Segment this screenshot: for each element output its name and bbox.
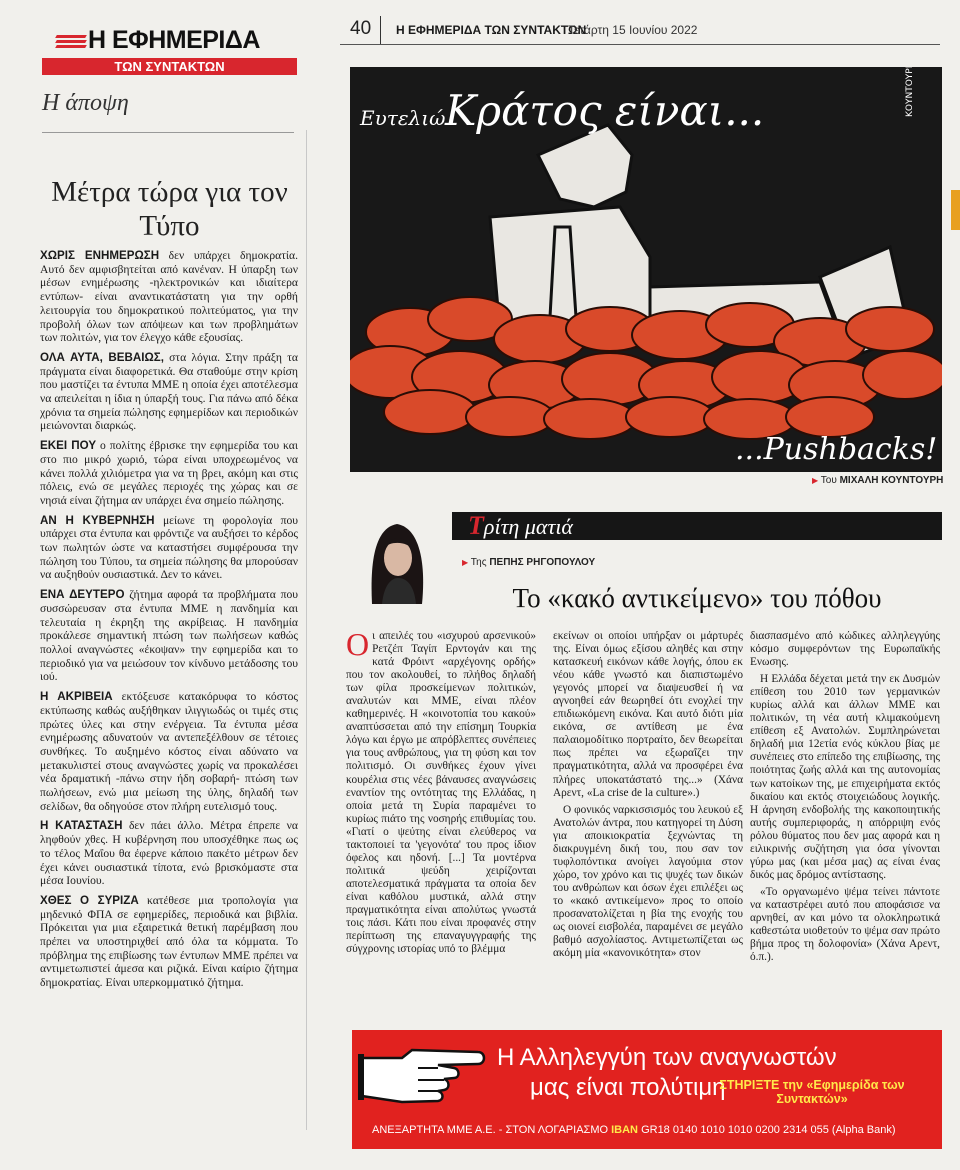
opinion-title: Μέτρα τώρα για τον Τύπο: [51, 176, 288, 242]
article-title: Το «κακό αντικείμενο» του πόθου: [512, 583, 882, 613]
cartoon-illustration: [350, 67, 942, 472]
iban-label: IBAN: [611, 1124, 638, 1136]
credit-prefix: Του: [820, 475, 837, 486]
article-column-1: [346, 626, 536, 960]
ad-headline-2: μας είναι πολύτιμη: [530, 1074, 726, 1101]
cartoon-caption-small: Ευτελιώ: [360, 106, 446, 130]
opinion-paragraph: [40, 894, 298, 990]
article-paragraph: Ο φονικός ναρκισσισμός του λευκού εξ Ανατολών άντρα, που κατηγορεί τη Δύση για αποικιοκρατία ξεχνώντας τη διακρυγμένη δική του, που σαν τον τυφλοπόντικα ανοίγει λαγούμια στον χώρο, τον χρόνο και τις ψυχές των δικών του ανθρώπων και όσων έχει επιλέξει ως το «κακό αντικείμενο» προς το οποίο προσανατολίζεται η βία της ενοχής του ως οιονεί εισβολέα, παραμένει σε μεγάλο βαθμό ασχολίαστος. Αντιμετωπίζεται ως ακόμη μία «κανονικότητα» στον: [553, 803, 743, 960]
bank-name: (Alpha Bank): [831, 1124, 896, 1136]
section-label: Η άποψη: [42, 90, 129, 116]
account-prefix: ΑΝΕΞΑΡΤΗΤΑ ΜΜΕ Α.Ε. - ΣΤΟΝ ΛΟΓΑΡΙΑΣΜΟ: [372, 1124, 609, 1136]
ad-call-to-action[interactable]: ΣΤΗΡΙΞΤΕ την «Εφημερίδα των Συντακτών»: [719, 1078, 905, 1106]
paragraph-lead: ΟΛΑ ΑΥΤΑ, ΒΕΒΑΙΩΣ,: [40, 350, 164, 364]
opinion-paragraph: [40, 439, 298, 508]
paragraph-lead: ΑΝ Η ΚΥΒΕΡΝΗΣΗ: [40, 513, 155, 527]
article-column-3: [750, 630, 940, 968]
divider: [380, 16, 381, 44]
paragraph-lead: ΧΘΕΣ Ο ΣΥΡΙΖΑ: [40, 893, 139, 907]
ad-headline: Η Αλληλεγγύη των αναγνωστών: [497, 1044, 837, 1071]
opinion-paragraph: [40, 351, 298, 433]
paragraph-text: κατέθεσε μια τροπολογία για μηδενικό ΦΠΑ σε εφημερίδες, περιοδικά και βιβλία. Πρόκειται για μια εξαιρετικά θετική παρέμβαση που πρέπει να υποστηριχθεί από όλα τα κόμματα. Το πρόβλημα της επιβίωσης των έντυπων ΜΜΕ πρέπει να αντιμετωπιστεί άμεσα και ριζικά. Είναι καίριο ζήτημα δημοκρατίας. Είναι υπερκομματικό ζήτημα.: [40, 893, 298, 990]
column-name-rest: ρίτη ματιά: [483, 514, 573, 539]
cartoon-caption-bottom: ...Pushbacks!: [735, 432, 938, 467]
logo-stripes: [56, 35, 86, 49]
header-paper-name: Η ΕΦΗΜΕΡΙΔΑ ΤΩΝ ΣΥΝΤΑΚΤΩΝ: [396, 23, 587, 37]
article-paragraph: Η Ελλάδα δέχεται μετά την εκ Δυσμών επίθεση του 2010 των γερμανικών κυρίως αλλά και άλλων ΜΜΕ και πολιτικών, τη νέα αυτή κλιμακούμενη επίθεση εξ Ανατολών. Συμπληρώνεται δηλαδή μια 12ετία ενός κύκλου βίας με συνέπειες στο επίπεδο της επιβίωσης, της ποιότητας ζωής αλλά και της αυτονομίας των κατοίκων της, με επιχειρήματα εκτός δικαίου και εκτός στοιχειώδους λογικής. Η άρνηση ενδοβολής της κακοποιητικής αυτής συμπεριφοράς, η απόρριψη ενός ρόλου θύματος που δεν μας αφορά και η ειλικρινής συζήτηση για όσα γίνονται γύρω μας (και μέσα μας) ας είναι ένας δικός μας δρόμος αντίστασης.: [750, 673, 940, 881]
triangle-icon: ▶: [462, 558, 469, 567]
drop-cap: Ο: [346, 626, 370, 662]
paragraph-text: εκτόξευσε κατακόρυφα το κόστος εκτύπωσης καθώς αυξήθηκαν ιλιγγιωδώς οι τιμές στις πρώτες ύλες και στην ενέργεια. Τα έντυπα μέσα ενημέρωσης αδυνατούν να αντεπεξέλθουν σε τέτοιες συνθήκες. Το αυξημένο κόστος είναι αδύνατο να μετακυλιστεί στους αναγνώστες χωρίς να προκαλέσει νέα δραματική -πάνω στην ήδη σοβαρή- πτώση των πωλήσεων, ενώ μια μείωση της ύλης, δηλαδή των σελίδων, θα οδηγούσε στον πλήρη ευτελισμό τους.: [40, 690, 298, 813]
article-paragraph: «Το οργανωμένο ψέμα τείνει πάντοτε να καταστρέφει αυτό που αποφάσισε να αρνηθεί, αν και μόνο τα ολοκληρωτικά καθεστώτα υιοθετούν το ψέμα σαν πρώτο βήμα προς τη δολοφονία» (Χάνα Αρεντ, ό.π.).: [750, 885, 940, 964]
paragraph-text: ζήτημα αφορά τα προβλήματα που συσσώρευσαν στα έντυπα ΜΜΕ η πανδημία και τελευταία η έκρηξη της ακρίβειας. Η πανδημία προκάλεσε σημαντική πτώση των πωλήσεων καθώς πολλοί αναγνώστες «έκοψαν» την εφημερίδα και το περιοδικό για να μειώσουν τον κίνδυνο μετάδοσης του ιού.: [40, 588, 298, 684]
opinion-paragraph: [40, 588, 298, 684]
divider: [42, 132, 294, 133]
page-edge-marker: [951, 190, 960, 230]
life-vest-pile: [350, 297, 942, 439]
paragraph-lead: ΕΚΕΙ ΠΟΥ: [40, 439, 97, 453]
editorial-cartoon: [350, 67, 942, 472]
iban-number: GR18 0140 1010 1010 0200 2314 055: [641, 1124, 829, 1136]
paragraph-text: δεν υπάρχει δημοκρατία. Αυτό δεν αμφισβητείται από κανέναν. Η ύπαρξη των μέσων ενημέρωσης -ηλεκτρονικών και ιδιαίτερα εντύπων- είναι αναντικατάστατη για την ορθή λειτουργία του δημοκρατικού πολιτεύματος, για την προβολή όλων των απόψεων και των προβλημάτων των πολιτών, για τον έλεγχο κάθε εξουσίας.: [40, 249, 298, 345]
article-paragraph: [346, 626, 536, 956]
paragraph-lead: ΧΩΡΙΣ ΕΝΗΜΕΡΩΣΗ: [40, 249, 160, 262]
paragraph-lead: Η ΑΚΡΙΒΕΙΑ: [40, 690, 113, 704]
pointing-hand-icon: [358, 1038, 493, 1110]
opinion-paragraph: [40, 514, 298, 583]
paragraph-text: δεν πάει άλλο. Μέτρα έπρεπε να ληφθούν χθες. Η κυβέρνηση που υποσχέθηκε πως ως το τέλος Μαΐου θα έφερνε κάποιο πακέτο μέτρων δεν έχει κάνει ουσιαστικά τίποτα, ενώ βρισκόμαστε στα μέσα Ιουνίου.: [40, 819, 298, 888]
paragraph-text: μείωνε τη φορολογία που υπάρχει στα έντυπα και φρόντιζε να αυξήσει το κέρδος των πωλητών ώστε να καταστήσει συμφέρουσα την πώληση του Τύπου, τα σημεία πώλησης θα μπορούσαν να αυξηθούν ουσιαστικά. Δεν το κάνει.: [40, 513, 298, 582]
cartoon-caption-big: Κράτος είναι...: [445, 86, 765, 135]
column-name-initial: Τ: [468, 511, 484, 540]
paragraph-text: ι απειλές του «ισχυρού αρσενικού» Ρετζέπ Ταγίπ Ερντογάν και της κατά Φρόιντ «αρχέγονης ορδής» που τον ακολουθεί, το πλήθος δηλαδή των φίλα προσκείμενων πολιτικών, αναλυτών και ΜΜΕ, είναι πλέον καθημερινές. Η «κοινοτοπία του κακού» αναπτύσσεται από την επίσημη Τουρκία λόγω και έργω με απρόβλεπτες συνέπειες για τους ανθρώπους, για τη φύση και τον πολιτισμό. Οι συνθήκες έχουν γίνει κουρέλια στις νέες βάναυσες αναγνώσεις εναντίον της οντότητας της Ελλάδας, η οποία μετά τη Συρία παραμένει το κυρίως πιάτο της νοσηρής επιθυμίας του. «Γιατί ο ψεύτης είναι ελεύθερος να τακτοποιεί τα 'γεγονότα' του προς ίδιον όφελος και ηδονή. [...] Τα μοντέρνα πολιτικά ψεύδη χειρίζονται αποτελεσματικά πράγματα τα οποία δεν είναι καθόλου μυστικά, αλλά στην πραγματικότητα είναι απολύτως γνωστά τοις πάσι. Κάτι που είναι προφανές στην περίπτωση της επαναγυγγραφής της σύγχρονης ιστορίας υπό το βλέμμα: [346, 630, 536, 956]
paper-logo: Η ΕΦΗΜΕΡΙΔΑ: [88, 26, 260, 54]
article-column-2: [553, 630, 743, 964]
article-paragraph: διασπασμένο από κώδικες αλληλεγγύης κόσμο συμφερόντων της Ευρωπαϊκής Ενωσης.: [750, 630, 940, 669]
byline-prefix: Της: [470, 557, 487, 568]
ad-top-gap: [352, 1022, 942, 1030]
support-ad[interactable]: [352, 1022, 942, 1149]
paragraph-lead: ΕΝΑ ΔΕΥΤΕΡΟ: [40, 588, 125, 602]
byline: [462, 557, 595, 568]
paragraph-text: ο πολίτης έβρισκε την εφημερίδα του και στο πιο μικρό χωριό, τώρα είναι υποχρεωμένος να κάνει πολλά χιλιόμετρα για να τη βρει, ακόμη και στις πόλεις, ενώ σε μεγάλες περιοχές της χώρας και σε νησιά είναι ζήτημα αν υπάρχει ένα σημείο πώλησης.: [40, 439, 298, 507]
article-paragraph: εκείνων οι οποίοι υπήρξαν οι μάρτυρές της. Είναι όμως εξίσου αληθές και στην κατασκευή εικόνων κάθε λογής, όπου εκ νέου κάθε γνωστό και διαπιστωμένο γεγονός μπορεί να διαψευσθεί ή να αγνοηθεί εάν θεωρηθεί ότι ενοχλεί την επιδιωκόμενη εικόνα. Και αυτό διότι μία εικόνα, σε αντίθεση με ένα παλαιομοδίτικο πορτραίτο, δεν θεωρείται πως πρέπει να εξωραΐζει την πραγματικότητα, αλλά να προσφέρει ένα πλήρες υποκατάστατό της...» (Χάνα Αρεντ, «La crise de la culture».): [553, 630, 743, 799]
ad-bank-account: [372, 1124, 896, 1136]
author-portrait: [352, 514, 442, 604]
page-number: 40: [350, 18, 372, 39]
column-name: [468, 512, 573, 541]
paper-logo-subtitle: ΤΩΝ ΣΥΝΤΑΚΤΩΝ: [42, 58, 297, 75]
opinion-paragraph: [40, 249, 298, 345]
opinion-paragraph: [40, 690, 298, 813]
triangle-icon: ▶: [812, 476, 819, 485]
cartoon-signature: ΚΟΥΝΤΟΥΡΗΣ: [905, 67, 915, 117]
header-rule: [340, 44, 940, 45]
paragraph-text: στα λόγια. Στην πράξη τα πράγματα είναι διαφορετικά. Θα σταθούμε στην κρίση που μαστίζει τα έντυπα ΜΜΕ η οποία έχει αποτέλεσμα να απειλείται η ίδια η ύπαρξή τους. Για πάνω από δέκα χρόνια τα σημεία πώλησης εφημερίδων και περιοδικών μειώνονται διαρκώς.: [40, 350, 298, 433]
byline-name: ΠΕΠΗΣ ΡΗΓΟΠΟΥΛΟΥ: [489, 557, 596, 568]
paragraph-lead: Η ΚΑΤΑΣΤΑΣΗ: [40, 819, 123, 833]
opinion-paragraph: [40, 819, 298, 888]
header-date: Τετάρτη 15 Ιουνίου 2022: [568, 23, 698, 37]
credit-name: ΜΙΧΑΛΗ ΚΟΥΝΤΟΥΡΗ: [839, 475, 944, 486]
opinion-body: [40, 249, 298, 996]
cartoon-credit: [812, 475, 943, 486]
column-divider: [306, 130, 307, 1130]
